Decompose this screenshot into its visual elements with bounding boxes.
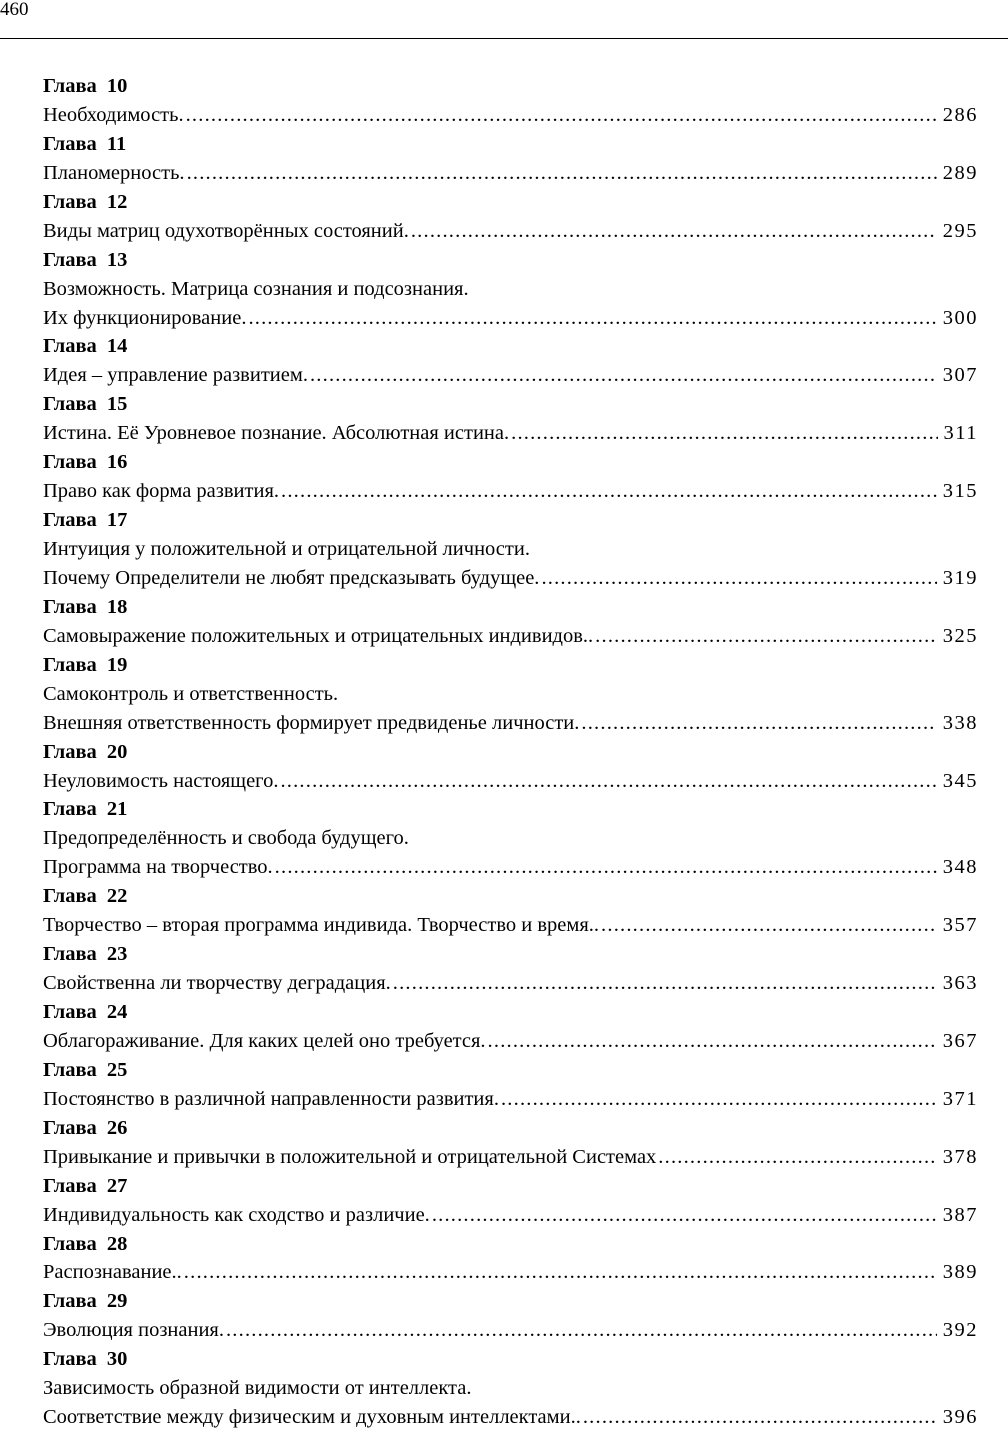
toc-entry[interactable] [43,1201,978,1230]
toc-entry-title: Планомерность. [43,161,185,184]
dot-leader [281,477,937,506]
dot-leader [432,1201,937,1230]
chapter-heading: Глава 27 [43,1174,128,1197]
toc-page-number: 396 [942,1406,978,1429]
toc-page-number: 357 [942,914,978,937]
toc-page-number: 387 [942,1203,978,1226]
toc-entry-title: Возможность. Матрица сознания и подсознания. [43,277,469,300]
toc-entry-title: Интуиция у положительной и отрицательной личности. [43,538,530,560]
dot-leader [658,1143,936,1172]
table-of-contents [43,72,978,1432]
toc-entry[interactable] [43,1403,978,1432]
dot-leader [280,767,936,796]
toc-entry-title: Привыкание и привычки в положительной и отрицательной Системах [43,1145,657,1168]
toc-page-number: 300 [942,306,978,329]
dot-leader [393,969,937,998]
toc-entry-title: Эволюция познания. [43,1319,224,1342]
toc-page-number: 363 [942,972,978,995]
toc-page-number: 295 [942,219,978,242]
toc-entry-title: Необходимость. [43,103,184,126]
dot-leader [186,101,937,130]
chapter-heading: Глава 19 [43,653,128,676]
toc-page-number: 311 [943,422,978,445]
dot-leader [501,1085,937,1114]
toc-entry-title: Внешняя ответственность формирует предвиденье личности. [43,711,580,734]
toc-page-number: 286 [942,103,978,126]
page-header [0,0,1008,39]
dot-leader [275,853,937,882]
toc-entry[interactable] [43,1143,978,1172]
toc-page-number: 307 [942,364,978,387]
toc-entry[interactable] [43,304,978,333]
toc-entry-title: Почему Определители не любят предсказывать будущее. [43,566,540,589]
toc-entry-title: Свойственна ли творчеству деградация. [43,972,391,995]
dot-leader [581,709,936,738]
chapter-heading: Глава 16 [43,451,128,474]
dot-leader [248,304,936,333]
toc-entry[interactable] [43,535,978,564]
dot-leader [226,1316,937,1345]
chapter-heading: Глава 21 [43,798,128,821]
toc-entry-title: Соответствие между физическим и духовным интеллектами.. [43,1406,581,1429]
toc-entry-title: Индивидуальность как сходство и различие. [43,1203,430,1226]
dot-leader [310,361,937,390]
toc-page-number: 348 [942,856,978,879]
toc-entry[interactable] [43,419,978,448]
toc-entry-title: Их функционирование. [43,306,247,329]
toc-entry[interactable] [43,564,978,593]
chapter-heading: Глава 22 [43,885,128,908]
chapter-heading: Глава 17 [43,509,128,532]
chapter-heading: Глава 11 [43,132,127,155]
chapter-heading: Глава 29 [43,1290,128,1313]
toc-entry[interactable] [43,1374,978,1403]
toc-entry[interactable] [43,1316,978,1345]
chapter-heading: Глава 25 [43,1058,128,1081]
toc-page-number: 367 [942,1029,978,1052]
toc-entry[interactable] [43,1027,978,1056]
toc-entry[interactable] [43,709,978,738]
toc-entry[interactable] [43,911,978,940]
toc-entry-title: Программа на творчество. [43,856,273,879]
toc-entry-title: Предопределённость и свобода будущего. [43,827,409,850]
toc-page-number: 371 [942,1087,978,1110]
chapter-heading: Глава 13 [43,248,128,271]
dot-leader [411,217,937,246]
dot-leader [184,1258,937,1287]
chapter-heading: Глава 10 [43,75,128,97]
dot-leader [601,911,937,940]
toc-entry-title: Творчество – вторая программа индивида. Творчество и время.. [43,914,600,937]
toc-entry-title: Виды матриц одухотворённых состояний. [43,219,409,242]
toc-entry-title: Идея – управление развитием. [43,364,308,387]
toc-entry-title: Самоконтроль и ответственность. [43,682,339,705]
toc-page-number: 338 [942,711,978,734]
chapter-heading: Глава 23 [43,943,128,966]
dot-leader [583,1403,937,1432]
chapter-heading: Глава 12 [43,190,128,213]
chapter-heading: Глава 15 [43,393,128,416]
toc-entry[interactable] [43,853,978,882]
toc-entry[interactable] [43,217,978,246]
toc-entry[interactable] [43,1258,978,1287]
toc-entry[interactable] [43,477,978,506]
toc-entry[interactable] [43,159,978,188]
chapter-heading: Глава 18 [43,595,128,618]
chapter-heading: Глава 20 [43,740,128,763]
chapter-heading: Глава 24 [43,1001,128,1023]
toc-entry[interactable] [43,275,978,304]
toc-entry[interactable] [43,824,978,853]
toc-page-number: 325 [942,624,978,647]
chapter-heading: Глава 30 [43,1348,128,1371]
toc-page-number: 378 [942,1145,978,1168]
chapter-heading: Глава 14 [43,335,128,358]
toc-entry[interactable] [43,101,978,130]
toc-entry-title: Зависимость образной видимости от интеллекта. [43,1377,472,1400]
page-number: 460 [0,0,29,20]
toc-page-number: 315 [942,480,978,503]
dot-leader [187,159,937,188]
dot-leader [511,419,937,448]
toc-entry-title: Распознавание.. [43,1261,182,1284]
dot-leader [541,564,936,593]
chapter-heading: Глава 26 [43,1116,128,1139]
chapter-heading: Глава 28 [43,1232,128,1255]
toc-page-number: 392 [942,1319,978,1342]
toc-page-number: 389 [942,1261,978,1284]
toc-entry-title: Самовыражение положительных и отрицательных индивидов.. [43,624,594,647]
toc-page-number: 289 [942,161,978,184]
toc-entry[interactable] [43,969,978,998]
toc-entry[interactable] [43,767,978,796]
dot-leader [595,622,937,651]
toc-page-number: 319 [942,566,978,589]
toc-entry-title: Неуловимость настоящего. [43,769,279,792]
toc-entry[interactable] [43,622,978,651]
toc-entry[interactable] [43,680,978,709]
toc-entry-title: Право как форма развития. [43,480,280,503]
toc-entry-title: Постоянство в различной направленности развития. [43,1087,499,1110]
dot-leader [488,1027,937,1056]
toc-entry[interactable] [43,361,978,390]
toc-page-number: 345 [942,769,978,792]
toc-entry-title: Облагораживание. Для каких целей оно требуется. [43,1029,486,1052]
toc-entry[interactable] [43,1085,978,1114]
toc-entry-title: Истина. Её Уровневое познание. Абсолютная истина. [43,422,510,445]
